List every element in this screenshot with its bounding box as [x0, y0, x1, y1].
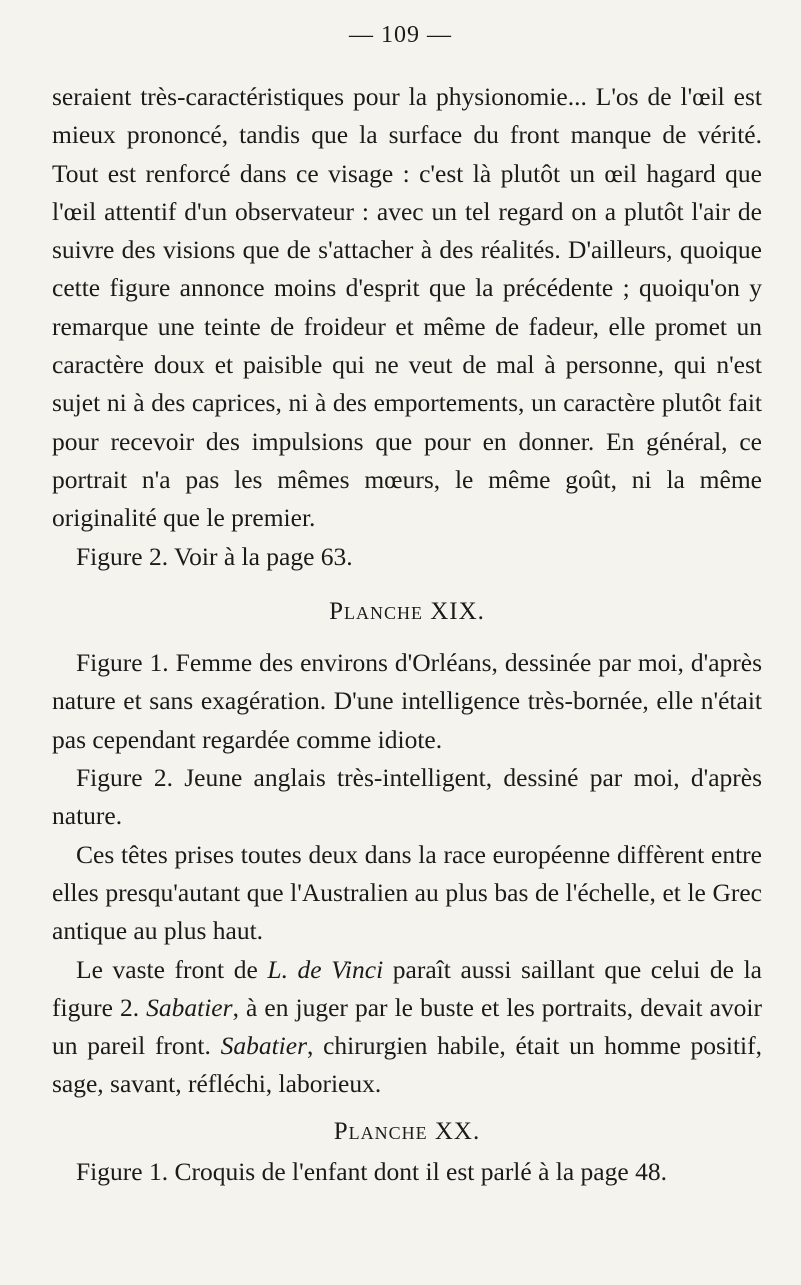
page-body	[52, 78, 762, 1191]
plate-heading-xix: Planche XIX.	[329, 597, 485, 625]
paragraph-figure-2-reference: Figure 2. Voir à la page 63.	[76, 541, 353, 571]
text-run: Le vaste front de	[76, 954, 268, 984]
paragraph-continued: seraient très-caractéristiques pour la physionomie... L'os de l'œil est mieux prononcé, tandis que la surface du front manque de vérité. Tout est renforcé dans ce visage : c'est là plutôt un œil hagard que l'œil attentif d'un observateur : avec un tel regard on a plutôt l'air de suivre des visions que de s'attacher à des réalités. D'ailleurs, quoique cette figure annonce moins d'esprit que la précédente ; quoiqu'on y remarque une teinte de froideur et même de fadeur, elle promet un caractère doux et paisible qui ne veut de mal à personne, qui n'est sujet ni à des caprices, ni à des emportements, un caractère plutôt fait pour recevoir des impulsions que pour en donner. En général, ce portrait n'a pas les mêmes mœurs, le même goût, ni la même originalité que le premier.	[52, 82, 762, 533]
plate-heading-xx: Planche XX.	[333, 1117, 481, 1145]
text-run: , chirurgien habile, était un homme positif, sage, savant, réfléchi, laborieux.	[52, 1031, 762, 1099]
paragraph-figure-1: Figure 1. Femme des environs d'Orléans, dessinée par moi, d'après nature et sans exagération. D'une intelligence très-bornée, elle n'était pas cependant regardée comme idiote.	[52, 648, 762, 754]
paragraph-comparison: Ces têtes prises toutes deux dans la race européenne diffèrent entre elles presqu'autant que l'Australien au plus bas de l'échelle, et le Grec antique au plus haut.	[52, 839, 762, 946]
text-run: paraît aussi saillant que celui de la figure 2.	[52, 954, 763, 1022]
italic-name-sabatier: Sabatier	[146, 992, 233, 1022]
page-number: — 109 —	[349, 22, 452, 48]
paragraph-figure-2: Figure 2. Jeune anglais très-intelligent, dessiné par moi, d'après nature.	[52, 763, 762, 831]
italic-name-sabatier-2: Sabatier	[220, 1031, 308, 1061]
paragraph-figure-1-sketch: Figure 1. Croquis de l'enfant dont il est parlé à la page 48.	[76, 1157, 667, 1187]
text-run: , à en juger par le buste et les portraits, devait avoir un pareil front.	[52, 992, 762, 1061]
paragraph-front-vinci	[52, 951, 762, 1104]
italic-name-vinci: L. de Vinci	[267, 954, 384, 984]
